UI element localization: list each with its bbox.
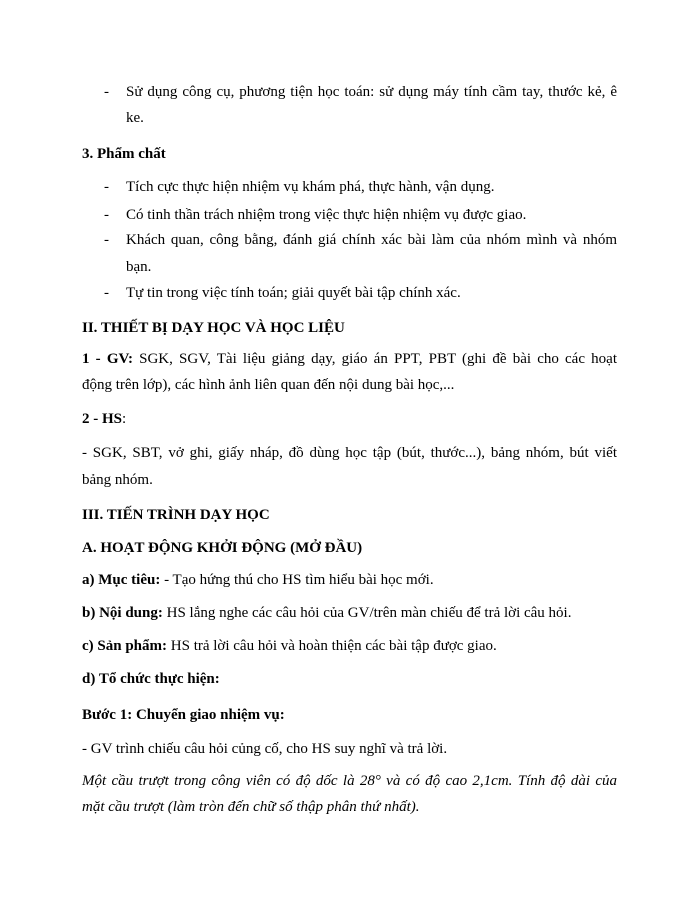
section-heading: II. THIẾT BỊ DẠY HỌC VÀ HỌC LIỆU — [82, 320, 345, 336]
paragraph — [82, 410, 126, 428]
paragraph — [82, 604, 571, 622]
label-bold: a) Mục tiêu: — [82, 572, 161, 588]
paragraph-text: SGK, SGV, Tài liệu giảng dạy, giáo án PPT, PBT (ghi đề bài cho các hoạt — [132, 351, 617, 367]
label-bold: 2 - HS — [82, 411, 123, 427]
label-bold: c) Sản phẩm: — [82, 638, 168, 654]
label-bold: 1 - GV: — [82, 351, 133, 367]
bullet-dash: - — [104, 207, 109, 223]
bullet-text: Tự tin trong việc tính toán; giải quyết bài tập chính xác. — [126, 285, 461, 301]
paragraph-text: HS trả lời câu hỏi và hoàn thiện các bài tập được giao. — [167, 638, 497, 654]
step-heading: Bước 1: Chuyển giao nhiệm vụ: — [82, 707, 285, 723]
paragraph — [82, 637, 497, 655]
section-heading: 3. Phẩm chất — [82, 146, 166, 162]
paragraph: - SGK, SBT, vở ghi, giấy nháp, đồ dùng học tập (bút, thước...), bảng nhóm, bút viết — [82, 445, 617, 461]
problem-text-continued: mặt cầu trượt (làm tròn đến chữ số thập phân thứ nhất). — [82, 799, 420, 815]
bullet-text-continued: bạn. — [126, 259, 152, 275]
paragraph-heading: d) Tổ chức thực hiện: — [82, 671, 220, 687]
paragraph-text: - Tạo hứng thú cho HS tìm hiểu bài học mới. — [160, 572, 434, 588]
paragraph-text: : — [122, 411, 127, 427]
label-bold: b) Nội dung: — [82, 605, 163, 621]
problem-text: Một cầu trượt trong công viên có độ dốc là 28° và có độ cao 2,1cm. Tính độ dài của — [82, 773, 617, 789]
bullet-dash: - — [104, 179, 109, 195]
section-heading: III. TIẾN TRÌNH DẠY HỌC — [82, 507, 270, 523]
bullet-text: Khách quan, công bằng, đánh giá chính xác bài làm của nhóm mình và nhóm — [126, 232, 617, 248]
paragraph-text: HS lắng nghe các câu hỏi của GV/trên màn chiếu để trả lời câu hỏi. — [162, 605, 572, 621]
paragraph-continued: bảng nhóm. — [82, 472, 153, 488]
bullet-dash: - — [104, 285, 109, 301]
subsection-heading: A. HOẠT ĐỘNG KHỞI ĐỘNG (MỞ ĐẦU) — [82, 540, 363, 556]
paragraph-continued: động trên lớp), các hình ảnh liên quan đến nội dung bài học,... — [82, 377, 455, 393]
bullet-text: Tích cực thực hiện nhiệm vụ khám phá, thực hành, vận dụng. — [126, 179, 495, 195]
bullet-text: Có tinh thần trách nhiệm trong việc thực hiện nhiệm vụ được giao. — [126, 207, 527, 223]
paragraph — [82, 571, 434, 589]
bullet-dash: - — [104, 232, 109, 248]
bullet-dash: - — [104, 84, 109, 100]
paragraph: - GV trình chiếu câu hỏi củng cố, cho HS suy nghĩ và trả lời. — [82, 741, 448, 757]
paragraph — [82, 350, 617, 368]
bullet-text-continued: ke. — [126, 110, 144, 126]
bullet-text: Sử dụng công cụ, phương tiện học toán: sử dụng máy tính cầm tay, thước kẻ, ê — [126, 84, 617, 100]
